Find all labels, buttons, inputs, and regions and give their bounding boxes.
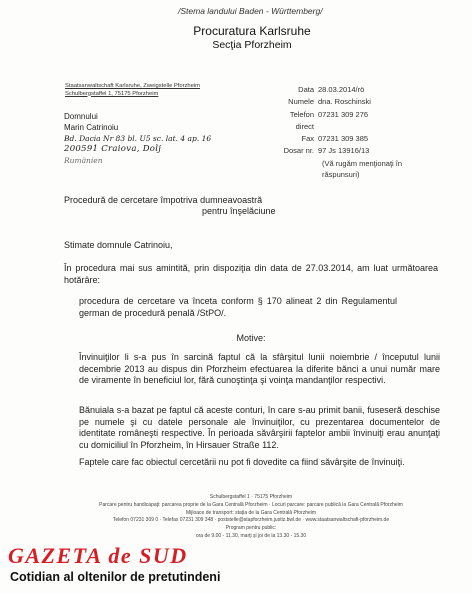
addressee-salutation: Domnului (64, 112, 98, 121)
meta-row-fax (282, 133, 402, 145)
logo-title: GAZETA de SUD (8, 543, 188, 568)
footer-transport: Mijloace de transport: staţia de la Gara Centrală Pforzheim (185, 509, 317, 516)
footer-hours-note: Program pentru public: (225, 525, 277, 532)
meta-label: Numele (288, 97, 314, 107)
paragraph-suspicion: Bănuiala s-a bazat pe faptul că aceste conturi, în care s-au primit banii, fuseseră deschise pe numele şi cu datele personale ale învinuiţilor, cu prezentarea documentelor de identitate româneşti respective. În perioada săvârşirii faptelor ambii învinuiţi erau anunţaţi cu domiciliul în Pforzheim, în Hirsauer Straße 112. (79, 405, 440, 450)
addressee-name: Marin Catrinoiu (64, 123, 119, 132)
footer-contact: Telefon 07231 309 0 · Telefax 07231 309 348 · poststelle@stapforzheim.justiz.bwl.de · www.staatsanwaltschaft-pforzheim.de (112, 517, 390, 524)
footer-address: Schulbergstaffel 1 · 75175 Pforzheim (209, 494, 293, 500)
authority-heading (182, 24, 322, 51)
meta-value: 97 Js 13916/13 (318, 146, 370, 156)
meta-row-name (282, 96, 402, 108)
meta-row-date (282, 84, 402, 96)
authority-section: Secţia Pforzheim (212, 39, 292, 51)
coat-of-arms-caption: /Stema landului Baden - Württemberg/ (178, 6, 323, 16)
meta-note-line-2: răspunsuri) (322, 170, 360, 180)
addressee-block (64, 111, 211, 166)
paragraph-accusation: Învinuiţilor li s-a pus în sarcină faptul că la sfârşitul lunii noiembrie / începutul lunii decembrie 2013 au dispus din Pforzheim efectuarea la diferite bănci a unui număr mare de viramente în beneficiul lor, fără cunoştinţa şi voinţa mandanţilor respectivi. (79, 352, 440, 386)
meta-value: 07231 309 276 (318, 109, 369, 119)
meta-row-phone (282, 109, 402, 134)
sender-line-1: Staatsanwaltschaft Karlsruhe, Zweigstelle Pforzheim (65, 83, 200, 89)
meta-value: 07231 309 385 (318, 134, 369, 144)
letter-footer (64, 494, 438, 541)
handwritten-address-line-3: Rumänien (64, 156, 103, 165)
meta-label: Data (298, 85, 314, 94)
footer-parking: Parcare pentru handicapaţi: parcarea proprie de la Gara Centrală Pforzheim · Locuri parcare: parcare publică la Gara Centrală Pforzheim (99, 501, 403, 508)
authority-name: Procuratura Karlsruhe (193, 24, 311, 38)
paragraph-ruling: procedura de cercetare va înceta conform § 170 alineat 2 din Regulamentul german de procedură penală /StPO/. (79, 296, 397, 318)
meta-row-file (282, 145, 402, 157)
subject-line-2: pentru înşelăciune (202, 206, 276, 216)
meta-label: Dosar nr. (283, 146, 314, 156)
handwritten-address-line-2: 200591 Craiova, Dolj (64, 144, 162, 154)
paragraph-decision: În procedura mai sus amintită, prin dispoziţia din data de 27.03.2014, am luat următoarea hotărâre: (64, 263, 438, 285)
meta-note-line-1: (Vă rugăm menţionaţi în (322, 158, 403, 168)
greeting: Stimate domnule Catrinoiu, (64, 240, 173, 250)
footer-hours: ora de 9.00 - 11.30, marţi şi joi de la 13.30 - 15.30 (195, 532, 307, 539)
reference-block (282, 84, 402, 181)
subject-line (64, 195, 276, 217)
newspaper-logo (6, 543, 306, 593)
meta-value: 28.03.2014/rö (318, 85, 365, 94)
sender-line-2: Schulbergstaffel 1, 75175 Pforzheim (65, 90, 159, 97)
meta-value: dna. Roschinski (318, 97, 371, 107)
heading-motive: Motive: (236, 333, 266, 343)
meta-label: Telefon direct (289, 109, 314, 131)
subject-line-1: Procedură de cercetare împotriva dumneavoastră (64, 195, 263, 205)
meta-label: Fax (301, 134, 314, 144)
logo-tagline: Cotidian al oltenilor de pretutindeni (10, 570, 221, 584)
handwritten-address-line-1: Bd. Dacia Nr 83 bl. U5 sc. lat. 4 ap. 16 (64, 134, 212, 143)
sender-address (65, 83, 200, 98)
paragraph-conclusion: Faptele care fac obiectul cercetării nu pot fi dovedite ca fiind săvârşite de învinuiţi. (79, 457, 405, 467)
